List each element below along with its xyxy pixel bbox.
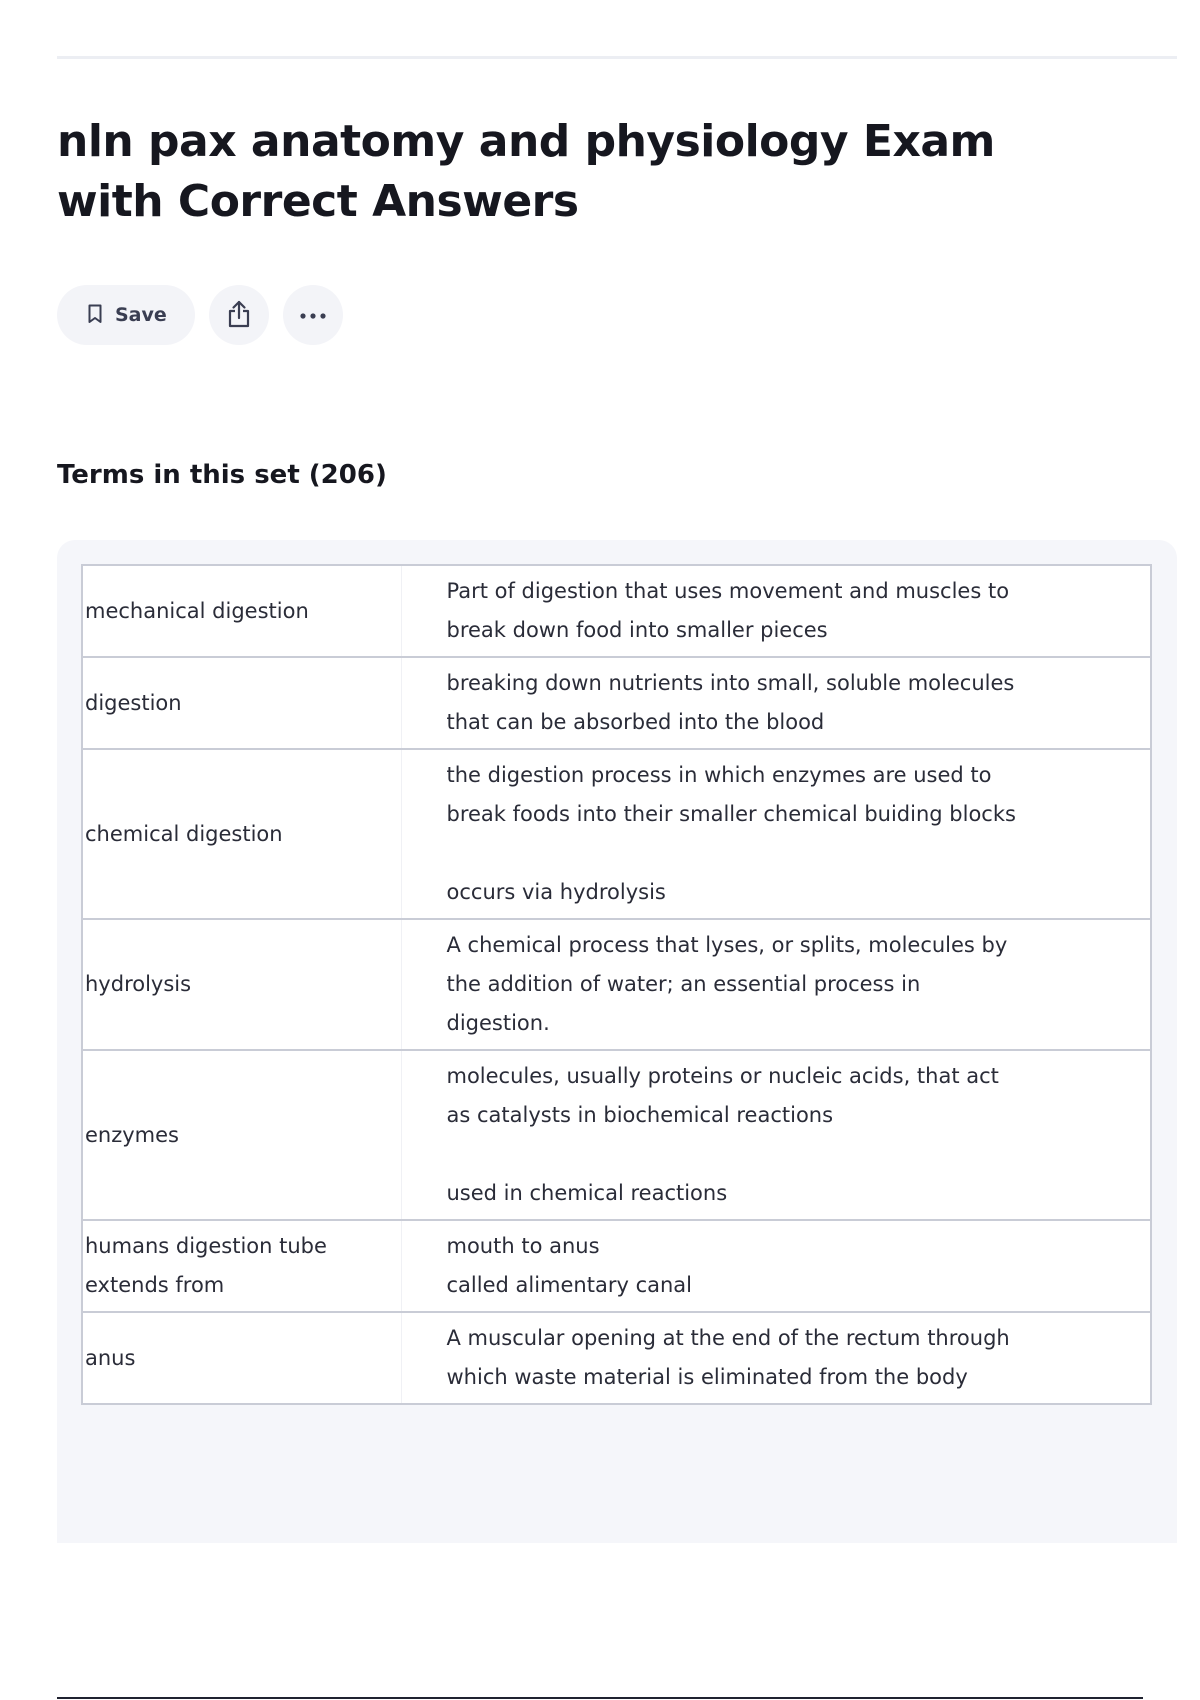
term-cell: enzymes xyxy=(82,1050,401,1220)
action-bar xyxy=(57,285,343,345)
definition-line: Part of digestion that uses movement and muscles to xyxy=(446,579,1010,603)
terms-table-body xyxy=(82,565,1151,1404)
table-row xyxy=(82,1050,1151,1220)
more-options-button[interactable] xyxy=(283,285,343,345)
table-row xyxy=(82,1220,1151,1312)
terms-table xyxy=(81,564,1152,1405)
definition-line: A chemical process that lyses, or splits, molecules by xyxy=(446,933,1008,957)
definition-line: mouth to anus xyxy=(446,1234,600,1258)
definition-cell xyxy=(401,1312,1151,1404)
bottom-divider xyxy=(57,1697,1143,1699)
table-row xyxy=(82,749,1151,919)
definition-line xyxy=(447,834,1111,873)
table-row xyxy=(82,919,1151,1050)
definition-line: that can be absorbed into the blood xyxy=(446,710,825,734)
terms-panel xyxy=(57,540,1177,1543)
definition-cell xyxy=(401,657,1151,749)
save-button[interactable] xyxy=(57,285,195,345)
definition-line: break down food into smaller pieces xyxy=(446,618,828,642)
definition-line: the addition of water; an essential process in xyxy=(446,972,921,996)
term-cell: hydrolysis xyxy=(82,919,401,1050)
table-row xyxy=(82,565,1151,657)
definition-line: A muscular opening at the end of the rectum through xyxy=(446,1326,1010,1350)
definition-cell xyxy=(401,565,1151,657)
definition-line xyxy=(447,1135,1111,1174)
share-button[interactable] xyxy=(209,285,269,345)
bookmark-icon xyxy=(87,304,103,327)
term-cell: mechanical digestion xyxy=(82,565,401,657)
term-cell: digestion xyxy=(82,657,401,749)
top-divider xyxy=(57,56,1177,59)
save-label: Save xyxy=(115,304,167,326)
definition-line: the digestion process in which enzymes are used to xyxy=(446,763,992,787)
definition-line: occurs via hydrolysis xyxy=(446,880,666,904)
table-row xyxy=(82,657,1151,749)
definition-cell xyxy=(401,749,1151,919)
definition-cell xyxy=(401,919,1151,1050)
definition-line: called alimentary canal xyxy=(446,1273,692,1297)
definition-line: break foods into their smaller chemical buiding blocks xyxy=(446,802,1016,826)
terms-heading: Terms in this set (206) xyxy=(57,460,387,490)
table-row xyxy=(82,1312,1151,1404)
term-cell: humans digestion tube extends from xyxy=(82,1220,401,1312)
definition-line: used in chemical reactions xyxy=(446,1181,728,1205)
definition-line: breaking down nutrients into small, soluble molecules xyxy=(446,671,1015,695)
more-horizontal-icon xyxy=(299,308,327,323)
definition-line: as catalysts in biochemical reactions xyxy=(446,1103,834,1127)
page-title: nln pax anatomy and physiology Exam with Correct Answers xyxy=(57,116,995,227)
definition-cell xyxy=(401,1220,1151,1312)
definition-cell xyxy=(401,1050,1151,1220)
share-icon xyxy=(226,299,252,332)
definition-line: which waste material is eliminated from the body xyxy=(446,1365,968,1389)
definition-line: digestion. xyxy=(446,1011,550,1035)
term-cell: chemical digestion xyxy=(82,749,401,919)
term-cell: anus xyxy=(82,1312,401,1404)
definition-line: molecules, usually proteins or nucleic acids, that act xyxy=(446,1064,999,1088)
